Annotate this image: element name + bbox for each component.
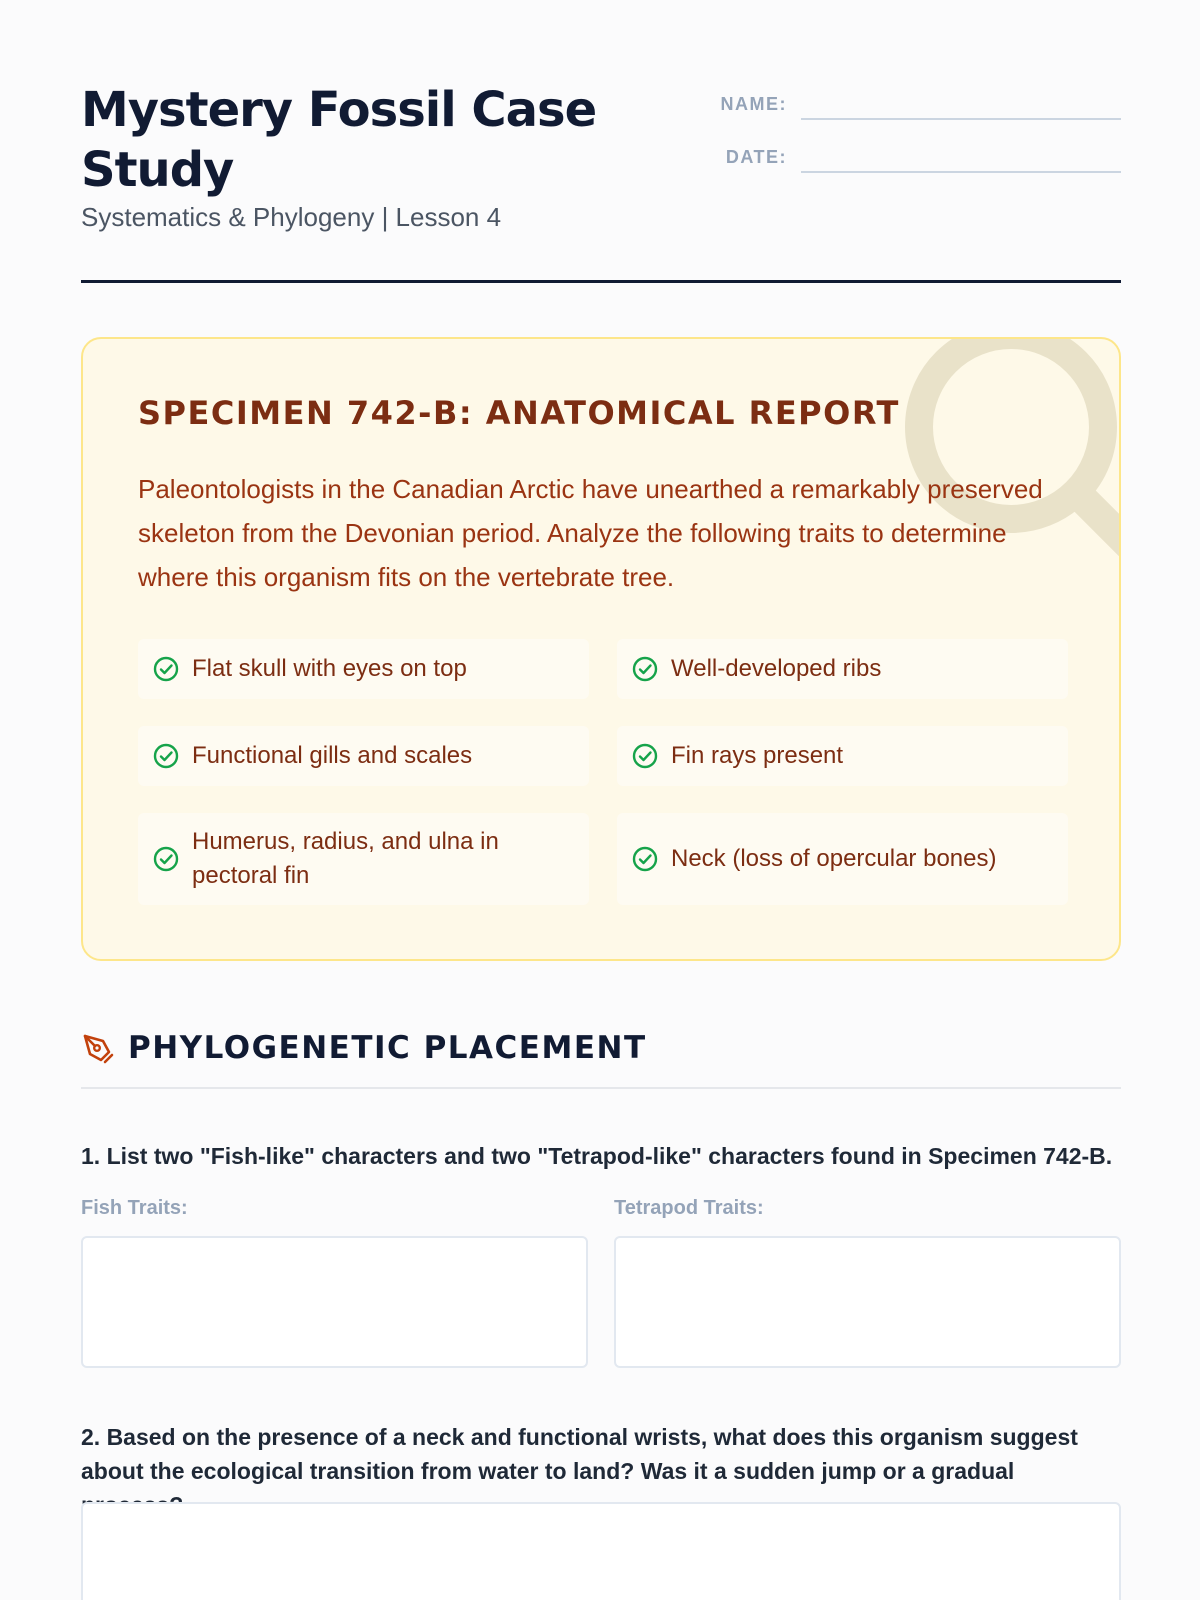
check-circle-icon bbox=[152, 742, 180, 770]
section-title: PHYLOGENETIC PLACEMENT bbox=[128, 1030, 647, 1066]
tetrapod-traits-label: Tetrapod Traits: bbox=[614, 1197, 764, 1219]
check-circle-icon bbox=[631, 845, 659, 873]
trait-item bbox=[138, 813, 589, 905]
section-divider bbox=[81, 1087, 1121, 1089]
section-header bbox=[81, 1028, 1121, 1088]
specimen-title: SPECIMEN 742-B: ANATOMICAL REPORT bbox=[138, 394, 900, 432]
date-label: DATE: bbox=[725, 147, 787, 167]
trait-label: Humerus, radius, and ulna in pectoral fin bbox=[192, 828, 499, 889]
trait-item bbox=[617, 639, 1068, 699]
date-input-line[interactable] bbox=[801, 171, 1121, 173]
trait-item bbox=[617, 726, 1068, 786]
trait-label: Well-developed ribs bbox=[671, 655, 882, 682]
check-circle-icon bbox=[152, 845, 180, 873]
question-2-answer-box[interactable] bbox=[81, 1502, 1121, 1600]
trait-label: Flat skull with eyes on top bbox=[192, 655, 467, 682]
trait-item bbox=[138, 639, 589, 699]
check-circle-icon bbox=[631, 655, 659, 683]
fish-traits-label: Fish Traits: bbox=[81, 1197, 188, 1219]
tetrapod-traits-answer-box[interactable] bbox=[614, 1236, 1121, 1368]
check-circle-icon bbox=[631, 742, 659, 770]
page-title: Mystery Fossil Case Study bbox=[81, 82, 597, 198]
name-field[interactable] bbox=[721, 88, 1121, 128]
name-input-line[interactable] bbox=[801, 118, 1121, 120]
specimen-report-card bbox=[81, 337, 1121, 961]
header-divider bbox=[81, 280, 1121, 283]
date-field[interactable] bbox=[721, 141, 1121, 181]
trait-item bbox=[617, 813, 1068, 905]
trait-label: Neck (loss of opercular bones) bbox=[671, 845, 997, 872]
pen-tool-icon bbox=[81, 1032, 115, 1066]
check-circle-icon bbox=[152, 655, 180, 683]
page-subtitle: Systematics & Phylogeny | Lesson 4 bbox=[81, 202, 502, 232]
worksheet-header bbox=[81, 80, 1121, 280]
specimen-description: Paleontologists in the Canadian Arctic have unearthed a remarkably preserved skeleton from the Devonian period. Analyze the following traits to determine where this organism fits on the vertebrate tree. bbox=[138, 474, 1043, 592]
trait-item bbox=[138, 726, 589, 786]
question-1: 1. List two "Fish-like" characters and two "Tetrapod-like" characters found in Specimen 742-B. bbox=[81, 1143, 1113, 1169]
trait-label: Fin rays present bbox=[671, 742, 844, 769]
name-label: NAME: bbox=[720, 94, 787, 114]
question-2: 2. Based on the presence of a neck and functional wrists, what does this organism suggest about the ecological transition from water to land? Was it a sudden jump or a gradual bbox=[81, 1424, 1078, 1484]
trait-label: Functional gills and scales bbox=[192, 742, 473, 769]
fish-traits-answer-box[interactable] bbox=[81, 1236, 588, 1368]
